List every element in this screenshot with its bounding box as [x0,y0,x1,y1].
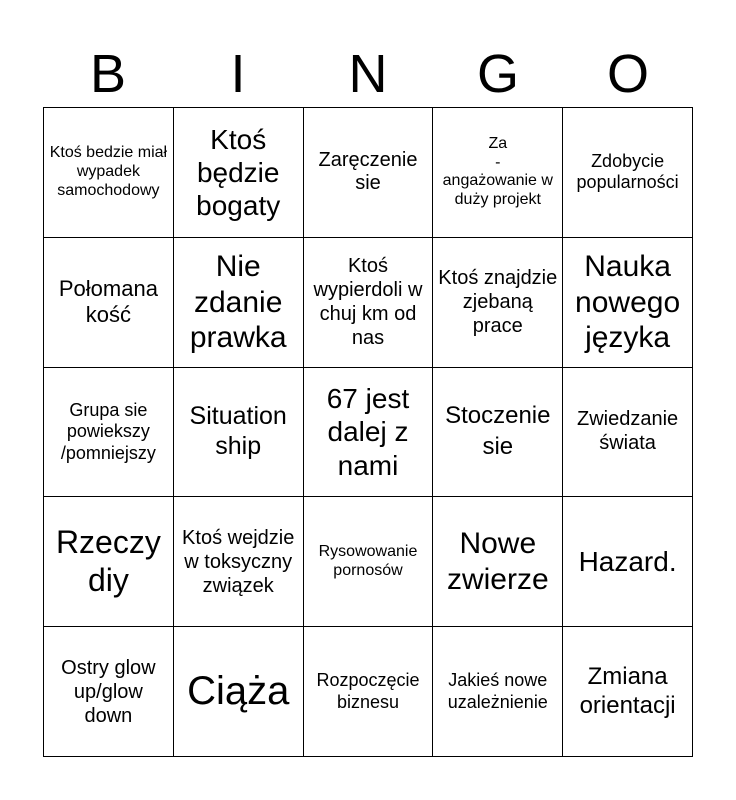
bingo-cell-r3c4[interactable]: Stoczenie sie [433,368,563,498]
bingo-header [43,40,693,108]
bingo-cell-r2c4[interactable]: Ktoś znajdzie zjebaną prace [433,238,563,368]
bingo-cell-r2c2[interactable]: Nie zdanie prawka [174,238,304,368]
bingo-cell-r4c1[interactable]: Rzeczy diy [44,497,174,627]
header-letter-g: G [476,44,519,104]
bingo-cell-r1c5[interactable]: Zdobycie popularności [563,108,693,238]
bingo-cell-r1c1[interactable]: Ktoś bedzie miał wypadek samochodowy [44,108,174,238]
bingo-board [43,107,693,757]
bingo-cell-r2c5[interactable]: Nauka nowego języka [563,238,693,368]
bingo-cell-r4c3[interactable]: Rysowowanie pornosów [304,497,434,627]
bingo-cell-r1c3[interactable]: Zaręczenie sie [304,108,434,238]
bingo-cell-r4c5[interactable]: Hazard. [563,497,693,627]
header-letter-i: I [230,44,246,104]
bingo-cell-r2c3[interactable]: Ktoś wypierdoli w chuj km od nas [304,238,434,368]
bingo-cell-r3c1[interactable]: Grupa sie powiekszy /pomniejszy [44,368,174,498]
bingo-cell-r1c4[interactable]: Za - angażowanie w duży projekt [433,108,563,238]
header-letter-b: B [89,44,127,104]
bingo-cell-r5c4[interactable]: Jakieś nowe uzależnienie [433,627,563,757]
bingo-cell-r5c1[interactable]: Ostry glow up/glow down [44,627,174,757]
bingo-cell-r2c1[interactable]: Połomana kość [44,238,174,368]
bingo-cell-r5c2[interactable]: Ciąża [174,627,304,757]
bingo-cell-r3c3[interactable]: 67 jest dalej z nami [304,368,434,498]
bingo-cell-r4c4[interactable]: Nowe zwierze [433,497,563,627]
bingo-cell-r5c5[interactable]: Zmiana orientacji [563,627,693,757]
bingo-cell-r5c3[interactable]: Rozpoczęcie biznesu [304,627,434,757]
bingo-cell-r4c2[interactable]: Ktoś wejdzie w toksyczny związek [174,497,304,627]
bingo-cell-r3c5[interactable]: Zwiedzanie świata [563,368,693,498]
header-letter-o: O [606,44,649,104]
bingo-cell-r1c2[interactable]: Ktoś będzie bogaty [174,108,304,238]
header-letter-n: N [348,44,388,104]
bingo-cell-r3c2[interactable]: Situation ship [174,368,304,498]
